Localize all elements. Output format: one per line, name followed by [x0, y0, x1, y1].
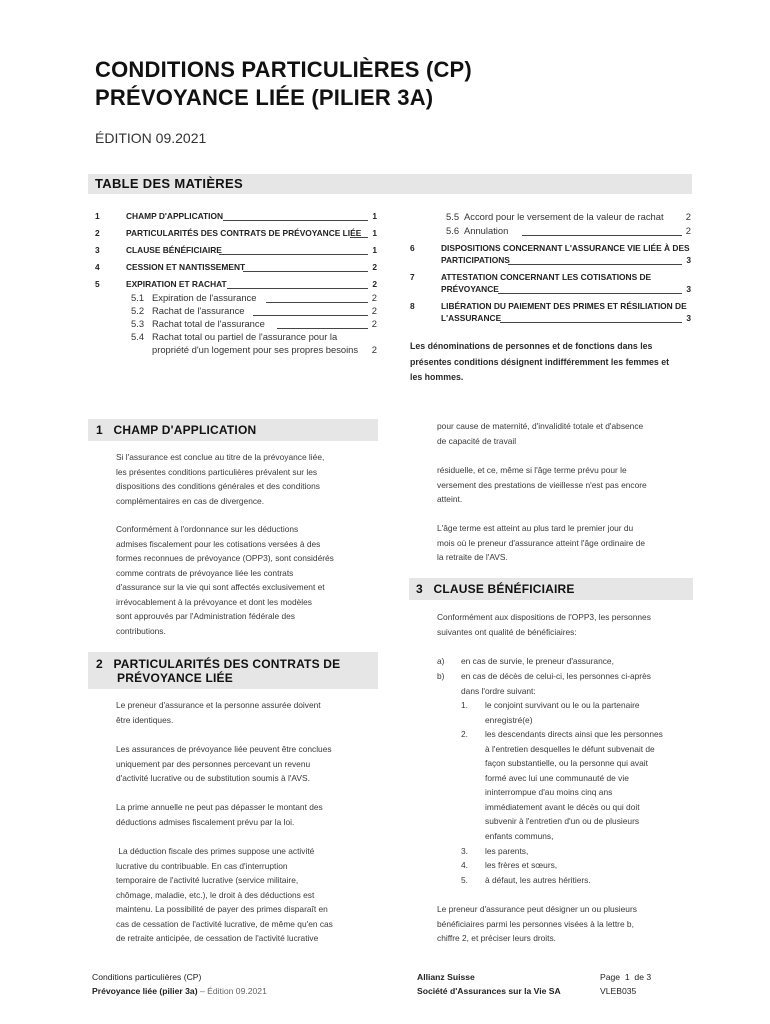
sublist-item-1: 1. le conjoint survivant ou le ou la partenaire enregistré(e) — [461, 700, 640, 725]
sublist-item-5: 5. à défaut, les autres héritiers. — [461, 873, 701, 888]
section-2-paragraph-1: Le preneur d'assurance et la personne assurée doivent être identiques. — [116, 700, 321, 725]
toc-entry-label-cont: L'ASSURANCE — [441, 313, 502, 323]
toc-subentry-page: 2 — [371, 318, 377, 329]
toc-leader — [243, 271, 368, 272]
toc-entry-label: LIBÉRATION DU PAIEMENT DES PRIMES ET RÉSILIATION DE — [441, 301, 687, 311]
section-2-paragraph-2: Les assurances de prévoyance liée peuvent être conclues uniquement par des personnes percevant un revenu d'activité lucrative ou de substitution soumis à l'AVS. — [116, 744, 332, 783]
section-number: 2 — [96, 657, 103, 671]
toc-leader — [266, 302, 368, 303]
toc-entry-1[interactable] — [95, 211, 377, 223]
toc-entry-7[interactable] — [410, 272, 691, 296]
list-item-a: a) en cas de survie, le preneur d'assurance, — [437, 654, 697, 669]
list-marker: 1. — [461, 700, 468, 710]
gender-note — [410, 339, 700, 386]
footer-page-total: de 3 — [634, 972, 652, 982]
toc-leader — [500, 322, 682, 323]
list-marker: 4. — [461, 860, 468, 870]
section-3-paragraph-1: Conformément aux dispositions de l'OPP3, les personnes suivantes ont qualité de bénéficiaires: — [437, 612, 651, 637]
footer-page-number: 1 — [624, 972, 630, 982]
toc-entry-page: 1 — [372, 228, 377, 238]
toc-subentry-number: 5.6 — [446, 225, 460, 236]
list-marker: 3. — [461, 846, 468, 856]
toc-subentry-5-1[interactable] — [131, 292, 377, 305]
toc-heading: TABLE DES MATIÈRES — [95, 176, 243, 191]
toc-entry-2[interactable] — [95, 228, 377, 240]
toc-leader — [223, 220, 368, 221]
toc-entry-label-cont: PARTICIPATIONS — [441, 255, 510, 265]
section-title: PARTICULARITÉS DES CONTRATS DE — [113, 657, 341, 671]
footer-document-info — [92, 970, 267, 998]
sublist-item-4: 4. les frères et sœurs, — [461, 858, 701, 873]
toc-subentry-number: 5.5 — [446, 211, 460, 222]
toc-entry-number: 8 — [410, 301, 415, 311]
section-1-heading — [96, 423, 256, 437]
toc-subentry-label: Rachat de l'assurance — [152, 305, 245, 316]
toc-entry-page: 3 — [686, 284, 691, 294]
toc-entry-label-cont: PRÉVOYANCE — [441, 284, 499, 294]
toc-subentry-label: Expiration de l'assurance — [152, 292, 257, 303]
footer-company-name: Allianz Suisse — [417, 972, 475, 982]
footer-form-code: VLEB035 — [600, 986, 637, 996]
title-line-2: PRÉVOYANCE LIÉE (PILIER 3A) — [95, 85, 434, 110]
toc-entry-label: CESSION ET NANTISSEMENT — [126, 262, 246, 272]
edition-label: ÉDITION 09.2021 — [95, 130, 207, 146]
section-title: CLAUSE BÉNÉFICIAIRE — [433, 582, 575, 596]
toc-leader — [350, 237, 368, 238]
toc-subentry-5-5[interactable] — [446, 211, 691, 224]
toc-leader — [227, 288, 368, 289]
toc-entry-label: DISPOSITIONS CONCERNANT L'ASSURANCE VIE LIÉE À DES — [441, 243, 690, 253]
sublist-item-3: 3. les parents, — [461, 844, 701, 859]
toc-subentry-number: 5.1 — [131, 292, 145, 303]
section-1-paragraph-1: Si l'assurance est conclue au titre de la prévoyance liée, les présentes conditions particulières prévalent sur les dispositions des conditions générales et des conditions complémentaires en cas de divergence. — [116, 452, 325, 506]
list-item-b: b) en cas de décès de celui-ci, les personnes ci-après dans l'ordre suivant: — [437, 671, 651, 696]
toc-entry-label: CHAMP D'APPLICATION — [126, 211, 224, 221]
toc-entry-number: 1 — [95, 211, 100, 221]
toc-entry-5[interactable] — [95, 279, 377, 291]
toc-entry-number: 6 — [410, 243, 415, 253]
footer-company — [417, 970, 561, 998]
section-2-heading — [96, 657, 340, 671]
toc-subentry-label-cont: propriété d'un logement pour ses propres besoins — [152, 344, 359, 355]
toc-entry-label: PARTICULARITÉS DES CONTRATS DE PRÉVOYANCE LIÉE — [126, 228, 362, 238]
document-title — [95, 56, 472, 112]
toc-subentry-label: Rachat total de l'assurance — [152, 318, 265, 329]
toc-entry-label: CLAUSE BÉNÉFICIAIRE — [126, 245, 222, 255]
toc-leader — [253, 315, 368, 316]
toc-entry-page: 2 — [372, 262, 377, 272]
continued-paragraph-1: pour cause de maternité, d'invalidité totale et d'absence de capacité de travail — [437, 421, 644, 446]
section-1-paragraph-2: Conformément à l'ordonnance sur les déductions admises fiscalement pour les cotisations versées à des formes reconnues de prévoyance (OPP3), sont considérés comme contrats de prévoyance liée les contrats d'assurance sur la vie qui sont affectés exclusivement et irrévocablement à la prévoyance et dont les modèles sont approuvés par l'Administration fédérale des contributions. — [116, 524, 334, 636]
toc-entry-number: 4 — [95, 262, 100, 272]
toc-subentry-number: 5.3 — [131, 318, 145, 329]
toc-subentry-page: 2 — [685, 211, 691, 222]
footer-doc-subtitle: Prévoyance liée (pilier 3a) — [92, 986, 198, 996]
toc-subentry-5-4[interactable] — [131, 331, 377, 357]
toc-entry-label: ATTESTATION CONCERNANT LES COTISATIONS DE — [441, 272, 652, 282]
toc-leader — [498, 293, 682, 294]
toc-entry-4[interactable] — [95, 262, 377, 274]
toc-subentry-5-2[interactable] — [131, 305, 377, 318]
toc-subentry-number: 5.4 — [131, 331, 145, 342]
toc-leader — [508, 264, 682, 265]
toc-leader — [277, 328, 368, 329]
list-marker: a) — [437, 656, 445, 666]
toc-entry-page: 3 — [686, 313, 691, 323]
note-line: les hommes. — [410, 372, 464, 382]
note-line: présentes conditions désignent indifféremment les femmes et — [410, 356, 670, 367]
title-line-1: CONDITIONS PARTICULIÈRES (CP) — [95, 57, 472, 82]
section-number: 1 — [96, 423, 103, 437]
continued-paragraph-3: L'âge terme est atteint au plus tard le premier jour du mois où le preneur d'assurance atteint l'âge ordinaire de la retraite de l'AVS. — [437, 523, 646, 562]
toc-entry-page: 3 — [686, 255, 691, 265]
sublist-item-2: 2. les descendants directs ainsi que les personnes à l'entretien desquelles le défunt subvenait de façon substantielle, ou la personne qui avait formé avec lui une communauté de vie ininterrompue d'au moins cinq ans immédiatement avant le décès ou qui doit subvenir à l'entretien d'un ou de plusieurs enfants communs, — [461, 729, 663, 841]
continued-paragraph-2: résiduelle, et ce, même si l'âge terme prévu pour le versement des prestations de vieillesse n'est pas encore atteint. — [437, 465, 647, 504]
toc-entry-number: 3 — [95, 245, 100, 255]
list-marker: 5. — [461, 875, 468, 885]
toc-entry-number: 5 — [95, 279, 100, 289]
footer-company-legal: Société d'Assurances sur la Vie SA — [417, 986, 561, 996]
section-2-paragraph-4: La déduction fiscale des primes suppose une activité lucrative du contribuable. En cas d'interruption temporaire de l'activité lucrative (service militaire, chômage, maladie, etc.), le droit à des déductions est maintenu. La possibilité de payer des primes disparaît en cas de cessation de l'activité lucrative, de même qu'en cas de retraite anticipée, de cessation de l'activité lucrative — [116, 846, 333, 943]
toc-entry-page: 2 — [372, 279, 377, 289]
section-title: CHAMP D'APPLICATION — [113, 423, 257, 437]
toc-subentry-5-3[interactable] — [131, 318, 377, 331]
section-2-paragraph-3: La prime annuelle ne peut pas dépasser le montant des déductions admises fiscalement prévu par la loi. — [116, 802, 323, 827]
toc-entry-6[interactable] — [410, 243, 691, 267]
toc-subentry-label: Rachat total ou partiel de l'assurance pour la — [152, 331, 338, 342]
note-line: Les dénominations de personnes et de fonctions dans les — [410, 341, 653, 351]
toc-subentry-label: Accord pour le versement de la valeur de rachat — [464, 211, 664, 222]
toc-subentry-page: 2 — [371, 344, 377, 355]
footer-doc-title: Conditions particulières (CP) — [92, 972, 202, 982]
toc-subentry-label: Annulation — [464, 225, 509, 236]
section-3-heading — [416, 582, 575, 596]
toc-subentry-number: 5.2 — [131, 305, 145, 316]
toc-entry-8[interactable] — [410, 301, 691, 325]
list-marker: b) — [437, 671, 445, 681]
toc-entry-label: EXPIRATION ET RACHAT — [126, 279, 227, 289]
footer-page-label: Page — [600, 972, 621, 982]
list-marker: 2. — [461, 729, 468, 739]
toc-subentry-page: 2 — [685, 225, 691, 236]
toc-leader — [219, 254, 368, 255]
section-2-heading-cont: PRÉVOYANCE LIÉE — [117, 671, 233, 685]
toc-entry-number: 7 — [410, 272, 415, 282]
footer-edition: – Édition 09.2021 — [197, 986, 267, 996]
toc-subentry-page: 2 — [371, 305, 377, 316]
section-number: 3 — [416, 582, 423, 596]
toc-entry-page: 1 — [372, 245, 377, 255]
toc-subentry-page: 2 — [371, 292, 377, 303]
toc-subentry-5-6[interactable] — [446, 225, 691, 238]
toc-leader — [522, 235, 682, 236]
toc-entry-page: 1 — [372, 211, 377, 221]
section-3-paragraph-2: Le preneur d'assurance peut désigner un ou plusieurs bénéficiaires parmi les personnes visées à la lettre b, chiffre 2, et préciser leurs droits. — [437, 904, 637, 943]
toc-entry-number: 2 — [95, 228, 100, 238]
footer-pagination — [600, 970, 651, 998]
toc-entry-3[interactable] — [95, 245, 377, 257]
